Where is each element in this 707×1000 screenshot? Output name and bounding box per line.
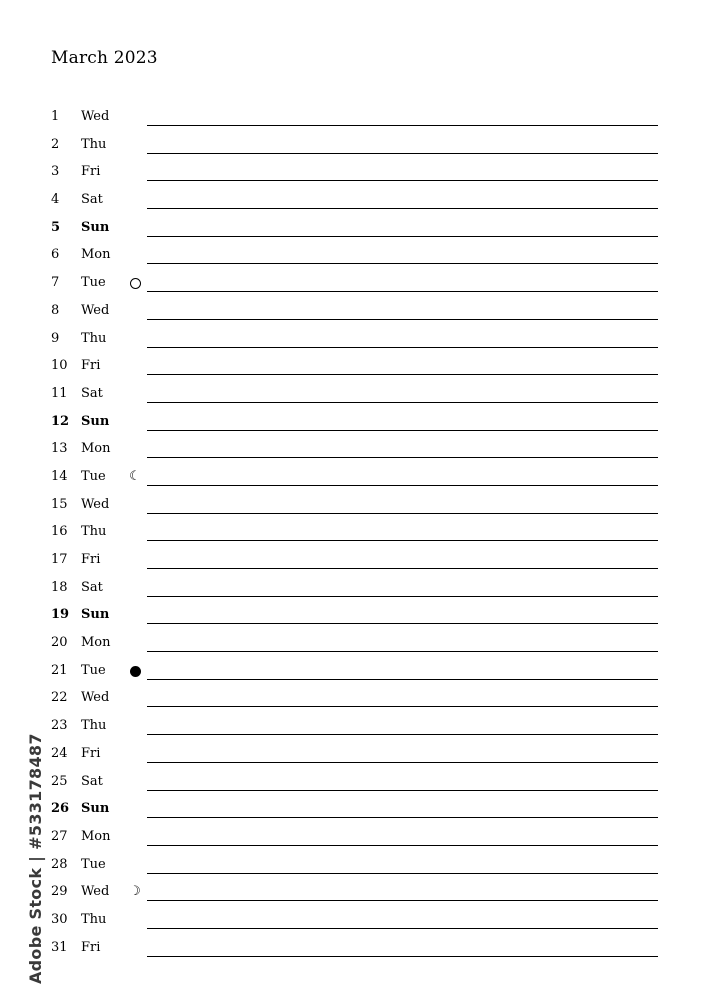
day-of-week: Fri	[81, 939, 101, 955]
writing-line	[147, 319, 658, 320]
writing-line	[147, 845, 658, 846]
day-number: 12	[51, 413, 70, 429]
day-row	[0, 574, 707, 602]
writing-line	[147, 790, 658, 791]
day-of-week: Mon	[81, 828, 111, 844]
day-number: 28	[51, 856, 68, 872]
day-number: 31	[51, 939, 68, 955]
writing-line	[147, 236, 658, 237]
day-of-week: Sat	[81, 773, 103, 789]
day-of-week: Sun	[81, 607, 110, 623]
day-row	[0, 214, 707, 242]
day-number: 15	[51, 496, 68, 512]
writing-line	[147, 347, 658, 348]
day-of-week: Sun	[81, 219, 110, 235]
writing-line	[147, 817, 658, 818]
day-row	[0, 131, 707, 159]
day-row	[0, 380, 707, 408]
day-row	[0, 408, 707, 436]
day-of-week: Fri	[81, 552, 101, 567]
day-row	[0, 768, 707, 796]
writing-line	[147, 430, 658, 431]
day-number: 24	[51, 745, 68, 761]
writing-line	[147, 900, 658, 901]
day-row	[0, 851, 707, 879]
writing-line	[147, 402, 658, 403]
writing-line	[147, 208, 658, 209]
day-row	[0, 241, 707, 269]
first-quarter-moon-icon: ☽	[129, 884, 141, 900]
day-number: 9	[51, 330, 60, 346]
stock-watermark-id: Adobe Stock | #533178487	[26, 733, 45, 984]
day-number: 29	[51, 884, 68, 900]
day-number: 8	[51, 302, 60, 318]
day-row	[0, 601, 707, 629]
writing-line	[147, 125, 658, 126]
day-row	[0, 158, 707, 186]
day-of-week: Tue	[81, 856, 106, 872]
day-of-week: Wed	[81, 496, 110, 512]
day-row	[0, 518, 707, 546]
writing-line	[147, 485, 658, 486]
day-row	[0, 103, 707, 131]
writing-line	[147, 568, 658, 569]
day-number: 21	[51, 662, 68, 678]
day-row	[0, 795, 707, 823]
writing-line	[147, 873, 658, 874]
new-moon-icon	[130, 666, 141, 677]
day-row	[0, 186, 707, 214]
writing-line	[147, 623, 658, 624]
day-number: 10	[51, 358, 68, 374]
day-of-week: Fri	[81, 358, 101, 374]
writing-line	[147, 153, 658, 154]
day-of-week: Tue	[81, 468, 106, 484]
day-row	[0, 934, 707, 962]
day-of-week: Sun	[81, 413, 110, 429]
day-of-week: Fri	[81, 745, 101, 761]
day-number: 1	[51, 109, 60, 124]
writing-line	[147, 540, 658, 541]
day-number: 11	[51, 385, 68, 401]
day-of-week: Sat	[81, 579, 103, 595]
last-quarter-moon-icon: ☾	[129, 468, 141, 484]
day-number: 23	[51, 718, 68, 734]
day-of-week: Mon	[81, 635, 111, 651]
day-row	[0, 629, 707, 657]
writing-line	[147, 734, 658, 735]
day-of-week: Sun	[81, 801, 110, 817]
day-of-week: Thu	[81, 330, 107, 346]
day-of-week: Sat	[81, 192, 103, 208]
day-row	[0, 463, 707, 491]
writing-line	[147, 596, 658, 597]
writing-line	[147, 679, 658, 680]
day-number: 13	[51, 441, 68, 457]
day-row	[0, 491, 707, 519]
day-number: 17	[51, 552, 68, 567]
day-of-week: Thu	[81, 911, 107, 927]
day-number: 16	[51, 524, 68, 540]
day-number: 30	[51, 911, 68, 927]
day-of-week: Wed	[81, 302, 110, 318]
day-number: 6	[51, 247, 60, 263]
day-row	[0, 435, 707, 463]
day-of-week: Mon	[81, 441, 111, 457]
writing-line	[147, 651, 658, 652]
writing-line	[147, 291, 658, 292]
day-of-week: Wed	[81, 690, 110, 706]
day-number: 19	[51, 607, 70, 623]
writing-line	[147, 263, 658, 264]
day-of-week: Mon	[81, 247, 111, 263]
day-of-week: Sat	[81, 385, 103, 401]
day-number: 7	[51, 275, 60, 291]
day-number: 18	[51, 579, 68, 595]
writing-line	[147, 706, 658, 707]
day-number: 4	[51, 192, 60, 208]
day-row	[0, 546, 707, 574]
day-row	[0, 823, 707, 851]
day-row	[0, 740, 707, 768]
day-number: 20	[51, 635, 68, 651]
writing-line	[147, 928, 658, 929]
day-number: 27	[51, 828, 68, 844]
day-list	[0, 103, 707, 961]
writing-line	[147, 180, 658, 181]
day-of-week: Tue	[81, 275, 106, 291]
day-row	[0, 906, 707, 934]
day-of-week: Thu	[81, 718, 107, 734]
day-of-week: Thu	[81, 524, 107, 540]
day-number: 25	[51, 773, 68, 789]
day-of-week: Fri	[81, 164, 101, 180]
day-row	[0, 297, 707, 325]
day-row	[0, 269, 707, 297]
writing-line	[147, 513, 658, 514]
day-number: 5	[51, 219, 61, 235]
day-of-week: Wed	[81, 109, 110, 124]
day-row	[0, 712, 707, 740]
full-moon-icon	[130, 278, 141, 289]
day-number: 3	[51, 164, 60, 180]
day-row	[0, 684, 707, 712]
day-number: 2	[51, 136, 60, 152]
writing-line	[147, 762, 658, 763]
day-number: 22	[51, 690, 68, 706]
day-number: 14	[51, 468, 68, 484]
day-row	[0, 878, 707, 906]
writing-line	[147, 374, 658, 375]
day-row	[0, 325, 707, 353]
day-row	[0, 657, 707, 685]
day-of-week: Wed	[81, 884, 110, 900]
writing-line	[147, 956, 658, 957]
day-of-week: Thu	[81, 136, 107, 152]
day-number: 26	[51, 801, 70, 817]
day-row	[0, 352, 707, 380]
page-title: March 2023	[51, 48, 158, 68]
writing-line	[147, 457, 658, 458]
day-of-week: Tue	[81, 662, 106, 678]
